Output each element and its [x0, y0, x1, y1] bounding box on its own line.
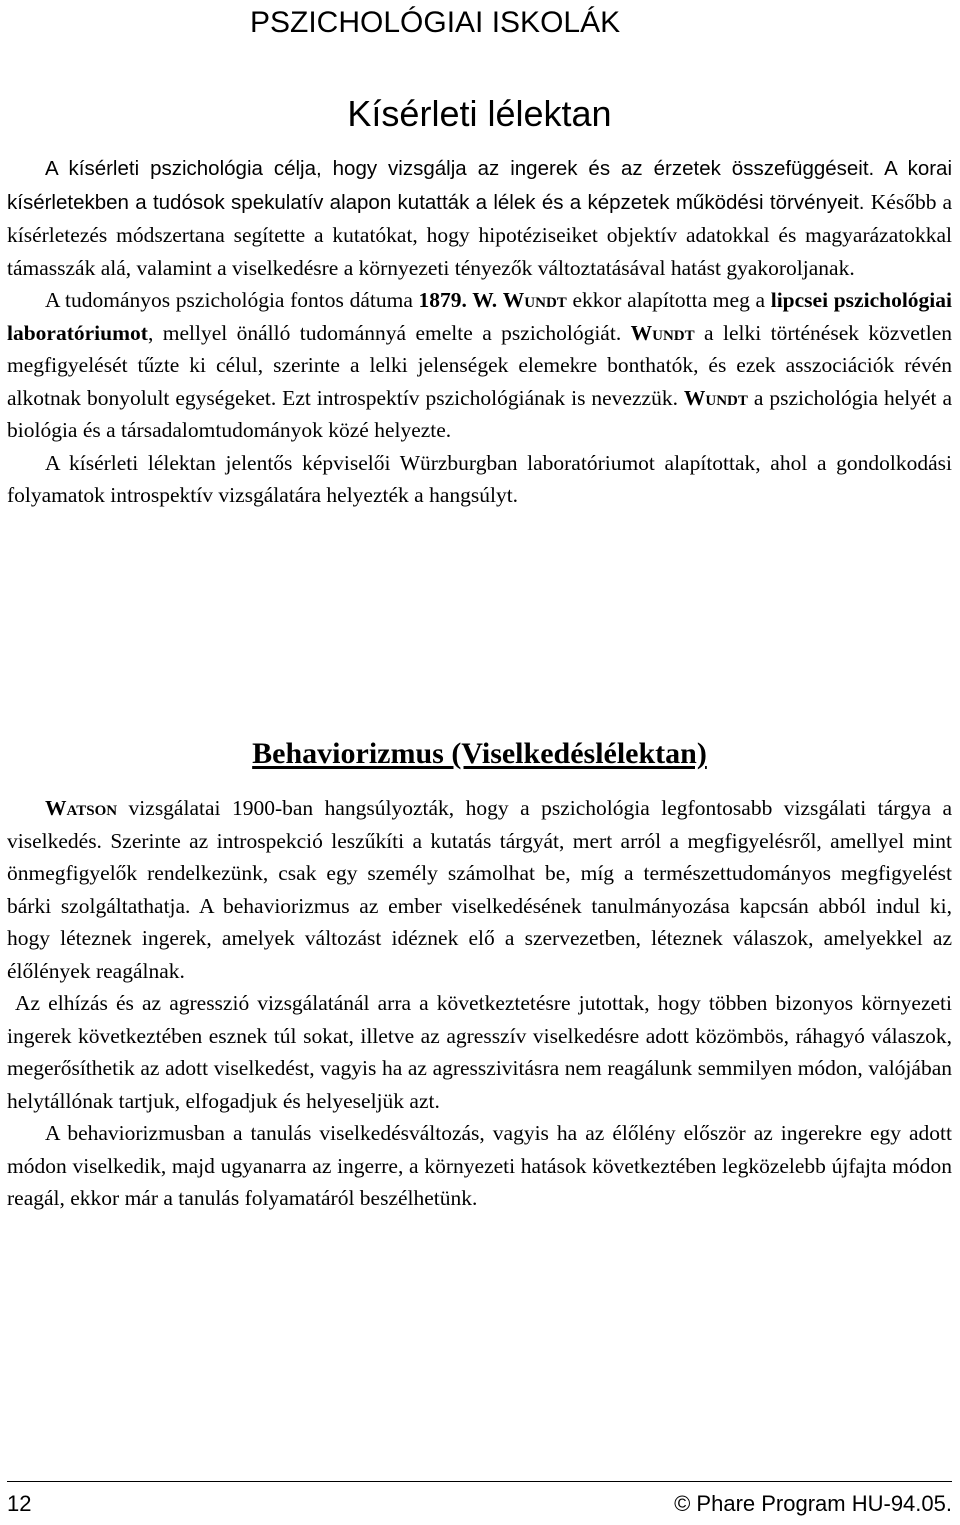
copyright-notice: © Phare Program HU-94.05.: [674, 1491, 952, 1516]
initial-w: W.: [466, 288, 503, 312]
name-wundt: Wundt: [630, 320, 695, 345]
paragraph-tanulas: A behaviorizmusban a tanulás viselkedésváltozás, vagyis ha az élőlény először az ingerekre egy adott módon viselkedik, majd ugyanarra az ingerre, a környezeti hatások következtében legközelebb újfajta módon reagál, ekkor már a tanulás folyamatáról beszélhetünk.: [7, 1121, 952, 1210]
section-kiserleti-lelektan-body: [7, 152, 952, 512]
paragraph-elhizas: Az elhízás és az agresszió vizsgálatánál arra a következtetésre jutottak, hogy többen bizonyos környezeti ingerek következtében esznek túl sokat, illetve az agresszív viselkedésre adott közömbös, ráhagyó válaszok, megerősíthetik az adott viselkedést, vagyis ha az agresszivitásra nem reagálunk semmilyen módon, valójában helytállónak tartjuk, elfogadjuk és helyeseljük azt.: [7, 991, 952, 1113]
section-title-behaviorizmus: Behaviorizmus (Viselkedéslélektan): [252, 737, 707, 770]
paragraph-2-text-2: ekkor alapította meg a: [566, 288, 771, 312]
paragraph-1: [7, 152, 952, 284]
name-watson: Watson: [45, 796, 118, 820]
section-behaviorizmus-body: [7, 792, 952, 1215]
name-wundt: Wundt: [683, 385, 748, 410]
paragraph-1-part-b: Később a kísérletezés módszertana segítette a kutatókat, hogy hipotéziseiket objektív adatokkal és magyarázatokkal támasszák alá, valamint a viselkedésre a környezeti tényezők változtatásával hatást gyakoroljanak.: [7, 189, 952, 280]
name-wundt: Wundt: [502, 288, 567, 312]
paragraph-3: A kísérleti lélektan jelentős képviselői Würzburgban laboratóriumot alapítottak, ahol a gondolkodási folyamatok introspektív vizsgálatára helyezték a hangsúlyt.: [7, 450, 952, 507]
section-title-kiserleti-lelektan: Kísérleti lélektan: [347, 93, 612, 134]
paragraph-1-part-a: A kísérleti pszichológia célja, hogy vizsgálja az ingerek és az érzetek összefüggéseit. A korai kísérletekben a tudósok spekulatív alapon kutatták a lélek és a képzetek működési törvényeit.: [7, 157, 952, 214]
lipcsei-laboratorium: lipcsei pszichológiai laboratóriumot: [7, 288, 952, 345]
paragraph-watson-text: vizsgálatai 1900-ban hangsúlyozták, hogy a pszichológia legfontosabb vizsgálati tárgya a viselkedés. Szerinte az introspekció leszűkíti a kutatás tárgyát, mert arról a megfigyelésről, amellyel mint önmegfigyelők rendelkezünk, csak egy személy számolhat be, míg a természettudományos megfigyelést bárki szolgáltathatja. A behaviorizmus az ember viselkedésének tanulmányozása kapcsán abból indul ki, hogy léteznek ingerek, amelyek változást idéznek elő a szervezetben, léteznek válaszok, amelyekkel az élőlények reagálnak.: [7, 796, 952, 983]
paragraph-2-text-5: a pszichológia helyét a biológia és a társadalomtudományok közé helyezte.: [7, 385, 952, 442]
running-header: PSZICHOLÓGIAI ISKOLÁK: [250, 6, 621, 39]
paragraph-2: [7, 284, 952, 447]
paragraph-2-text-4: a lelki történések közvetlen megfigyelését tűzte ki célul, szerinte a lelki jelenségek elemekre bonthatók, és ezek asszociációk révén alkotnak bonyolult egységeket. Ezt introspektív pszichológiának is nevezzük.: [7, 320, 953, 410]
page-number: 12: [7, 1491, 32, 1516]
document-page: [7, 0, 952, 1525]
paragraph-2-text-1: A tudományos pszichológia fontos dátuma: [45, 288, 419, 312]
paragraph-2-text-3: , mellyel önálló tudománnyá emelte a pszichológiát.: [147, 320, 631, 345]
year-1879: 1879.: [418, 288, 467, 312]
paragraph-watson: [7, 792, 952, 987]
footer-divider: [7, 1481, 952, 1482]
